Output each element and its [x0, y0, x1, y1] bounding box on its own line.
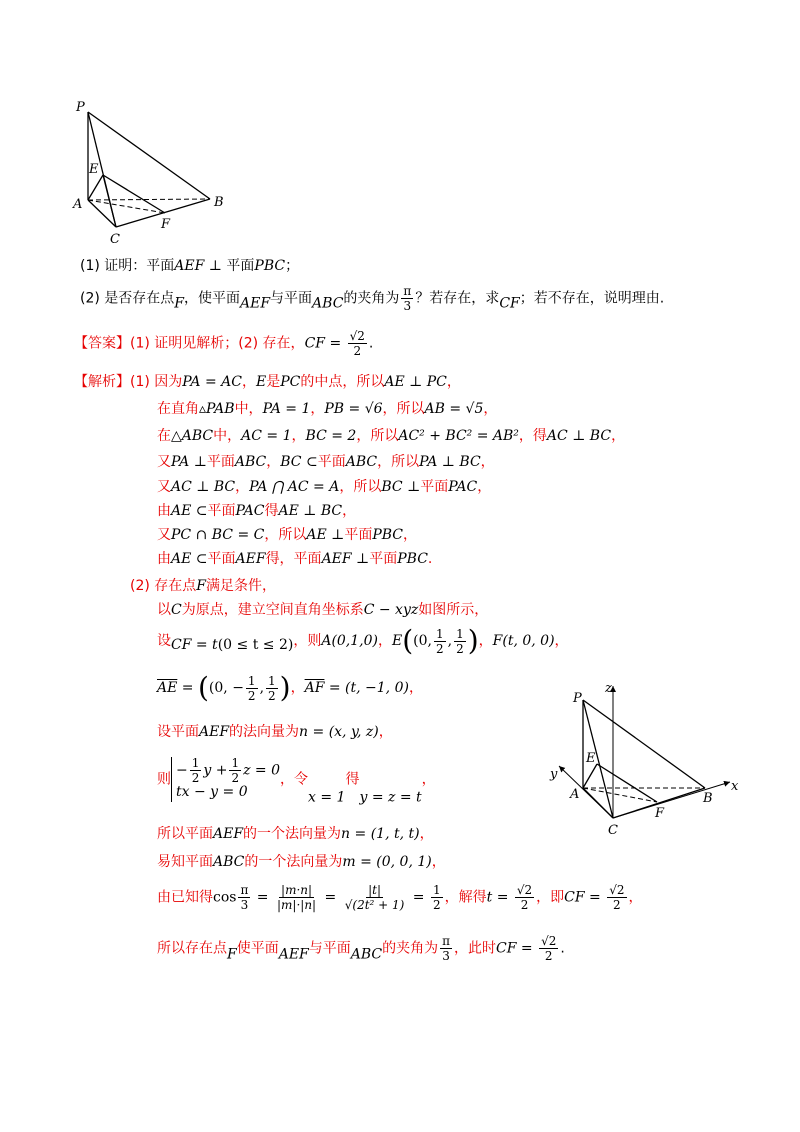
analysis-line8: 由AE ⊂平面AEF得，平面AEF ⊥平面PBC. [157, 551, 433, 567]
label-A: A [73, 197, 83, 212]
analysis-line2: 在直角▵PAB中，PA = 1，PB = √6，所以AB = √5， [157, 401, 498, 417]
analysis-part2-line2: 以C为原点，建立空间直角坐标系C − xyz如图所示， [157, 602, 489, 618]
analysis-part2-line8: 易知平面ABC的一个法向量为m = (0, 0, 1)， [157, 854, 446, 870]
label-B: B [703, 791, 713, 806]
label-F: F [655, 806, 665, 821]
label-y: y [550, 767, 558, 782]
answer-tag: 【答案】 [74, 335, 130, 352]
analysis-part2-line6: 则 − $\frac{1}{2}$ y + $\frac{1}{2}$ z = 0 tx − y = 0 ，令x = 1得y = z = t， [157, 756, 436, 806]
label-C: C [608, 823, 618, 838]
label-E: E [89, 162, 99, 177]
label-A: A [570, 787, 580, 802]
analysis-tag: 【解析】 [74, 374, 130, 390]
edge-AB-hidden [88, 199, 210, 200]
analysis-line5: 又AC ⊥ BC，PA ⋂ AC = A，所以BC ⊥平面PAC， [157, 479, 492, 495]
figure-pyramid [70, 95, 240, 255]
answer-line: 【答案】(1) 证明见解析；(2) 存在，CF = $\frac{√2}{2}$ . [74, 329, 374, 358]
analysis-part2-line1: (2) 存在点F满足条件， [130, 578, 276, 594]
edge-AE [88, 175, 103, 200]
label-P: P [573, 691, 582, 706]
edge-PB [583, 700, 705, 788]
figure-coordinate-system [545, 680, 745, 840]
analysis-line6: 由AE ⊂平面PAC得AE ⊥ BC， [157, 503, 357, 519]
analysis-part2-line10: 所以存在点F使平面AEF与平面ABC的夹角为 $\frac{\pi}{3}$ ，此时CF = $\frac{√2}{2}$ . [157, 934, 565, 963]
analysis-line4: 又PA ⊥平面ABC，BC ⊂平面ABC，所以PA ⊥ BC， [157, 454, 495, 470]
edge-EC [103, 175, 116, 227]
analysis-line1: 【解析】(1) 因为PA = AC，E是PC的中点，所以AE ⊥ PC， [74, 374, 461, 390]
analysis-line7: 又PC ∩ BC = C，所以AE ⊥平面PBC， [157, 527, 418, 543]
analysis-part2-line9: 由已知得cos $\frac{\pi}{3}$ = $\frac{|m\cdot n|}{|m|\cdot|n|}$ = $\frac{|t|}{\text{√(2t² + 1)}}$ = $\frac{1}{2}$ ，解得t = $\frac{√2}{2}$ ，即CF = $\frac{√2}{2}$ ， [157, 883, 643, 912]
label-z: z [605, 681, 612, 696]
question-part2: (2) 是否存在点F，使平面AEF与平面ABC的夹角为 $\frac{\pi}{3}$ ？若存在，求CF；若不存在，说明理由. [80, 284, 665, 313]
analysis-part2-line7: 所以平面AEF的一个法向量为n = (1, t, t)， [157, 826, 434, 842]
label-F: F [161, 217, 171, 232]
analysis-part2-line3: 设CF = t(0 ≤ t ≤ 2)，则A(0,1,0)，E((0, $\frac{1}{2}$ , $\frac{1}{2}$ )，F(t, 0, 0)， [157, 624, 569, 657]
label-E: E [586, 751, 596, 766]
analysis-line3: 在△ABC中，AC = 1，BC = 2，所以AC² + BC² = AB²，得AC ⊥ BC， [157, 428, 626, 444]
analysis-part2-line4: $\overline{AE} = ((0$, − $\frac{1}{2}$ , $\frac{1}{2}$ )，$\overline{AF} = (t$, −1, 0)， [157, 671, 423, 704]
label-B: B [214, 195, 224, 210]
label-x: x [731, 779, 739, 794]
label-P: P [76, 100, 85, 115]
analysis-part2-line5: 设平面AEF的法向量为n = (x, y, z)， [157, 724, 393, 740]
edge-AE [583, 764, 597, 788]
edge-EF [103, 175, 165, 213]
label-C: C [110, 232, 120, 247]
question-part1: (1) 证明：平面AEF ⊥ 平面PBC； [80, 258, 300, 274]
